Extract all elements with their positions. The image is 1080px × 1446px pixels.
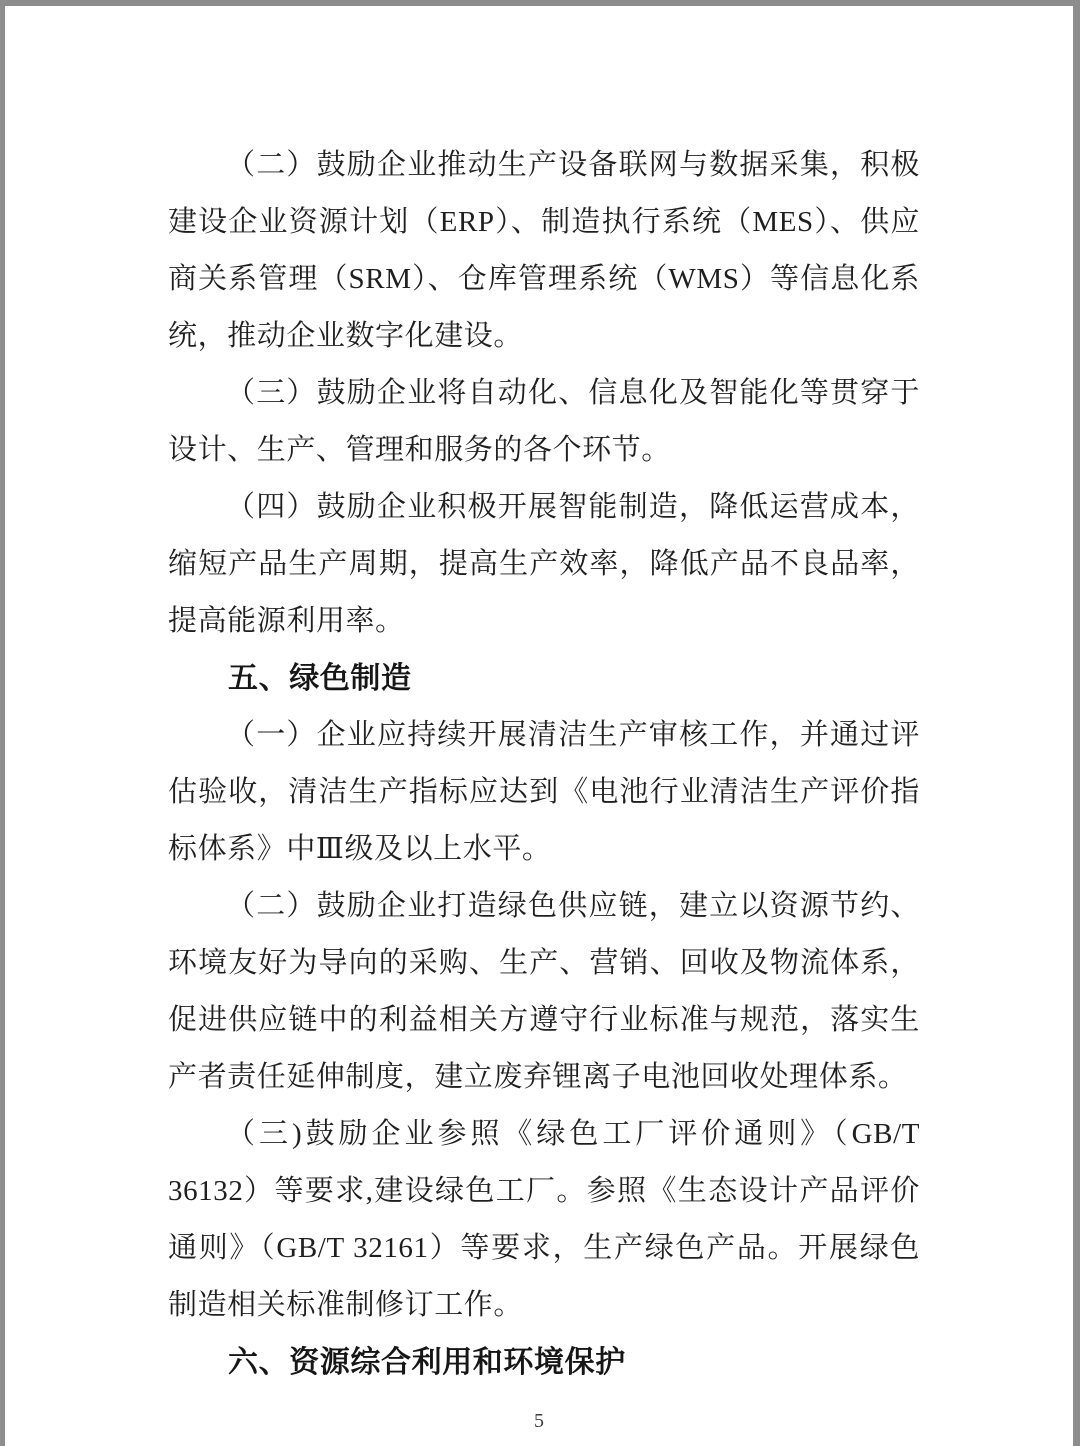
document-body [168, 6, 920, 1391]
page-footer [5, 1410, 1073, 1433]
paragraph: （三)鼓励企业参照《绿色工厂评价通则》（GB/T 36132）等要求,建设绿色工厂。参照《生态设计产品评价通则》（GB/T 32161）等要求，生产绿色产品。开展绿色制造相关标准制修订工作。 [168, 1118, 920, 1321]
paragraph: （四）鼓励企业积极开展智能制造，降低运营成本，缩短产品生产周期，提高生产效率，降低产品不良品率，提高能源利用率。 [168, 491, 920, 637]
section-heading: 六、资源综合利用和环境保护 [228, 1346, 626, 1379]
document-page [5, 6, 1073, 1446]
paragraph: （二）鼓励企业推动生产设备联网与数据采集，积极建设企业资源计划（ERP）、制造执行系统（MES）、供应商关系管理（SRM）、仓库管理系统（WMS）等信息化系统，推动企业数字化建设。 [168, 149, 920, 352]
paragraph: （二）鼓励企业打造绿色供应链，建立以资源节约、环境友好为导向的采购、生产、营销、回收及物流体系，促进供应链中的利益相关方遵守行业标准与规范，落实生产者责任延伸制度，建立废弃锂离子电池回收处理体系。 [168, 890, 920, 1093]
page-number: 5 [534, 1410, 544, 1432]
paragraph: （三）鼓励企业将自动化、信息化及智能化等贯穿于设计、生产、管理和服务的各个环节。 [168, 377, 920, 466]
paragraph: （一）企业应持续开展清洁生产审核工作，并通过评估验收，清洁生产指标应达到《电池行业清洁生产评价指标体系》中Ⅲ级及以上水平。 [168, 719, 920, 865]
section-heading: 五、绿色制造 [228, 662, 412, 695]
